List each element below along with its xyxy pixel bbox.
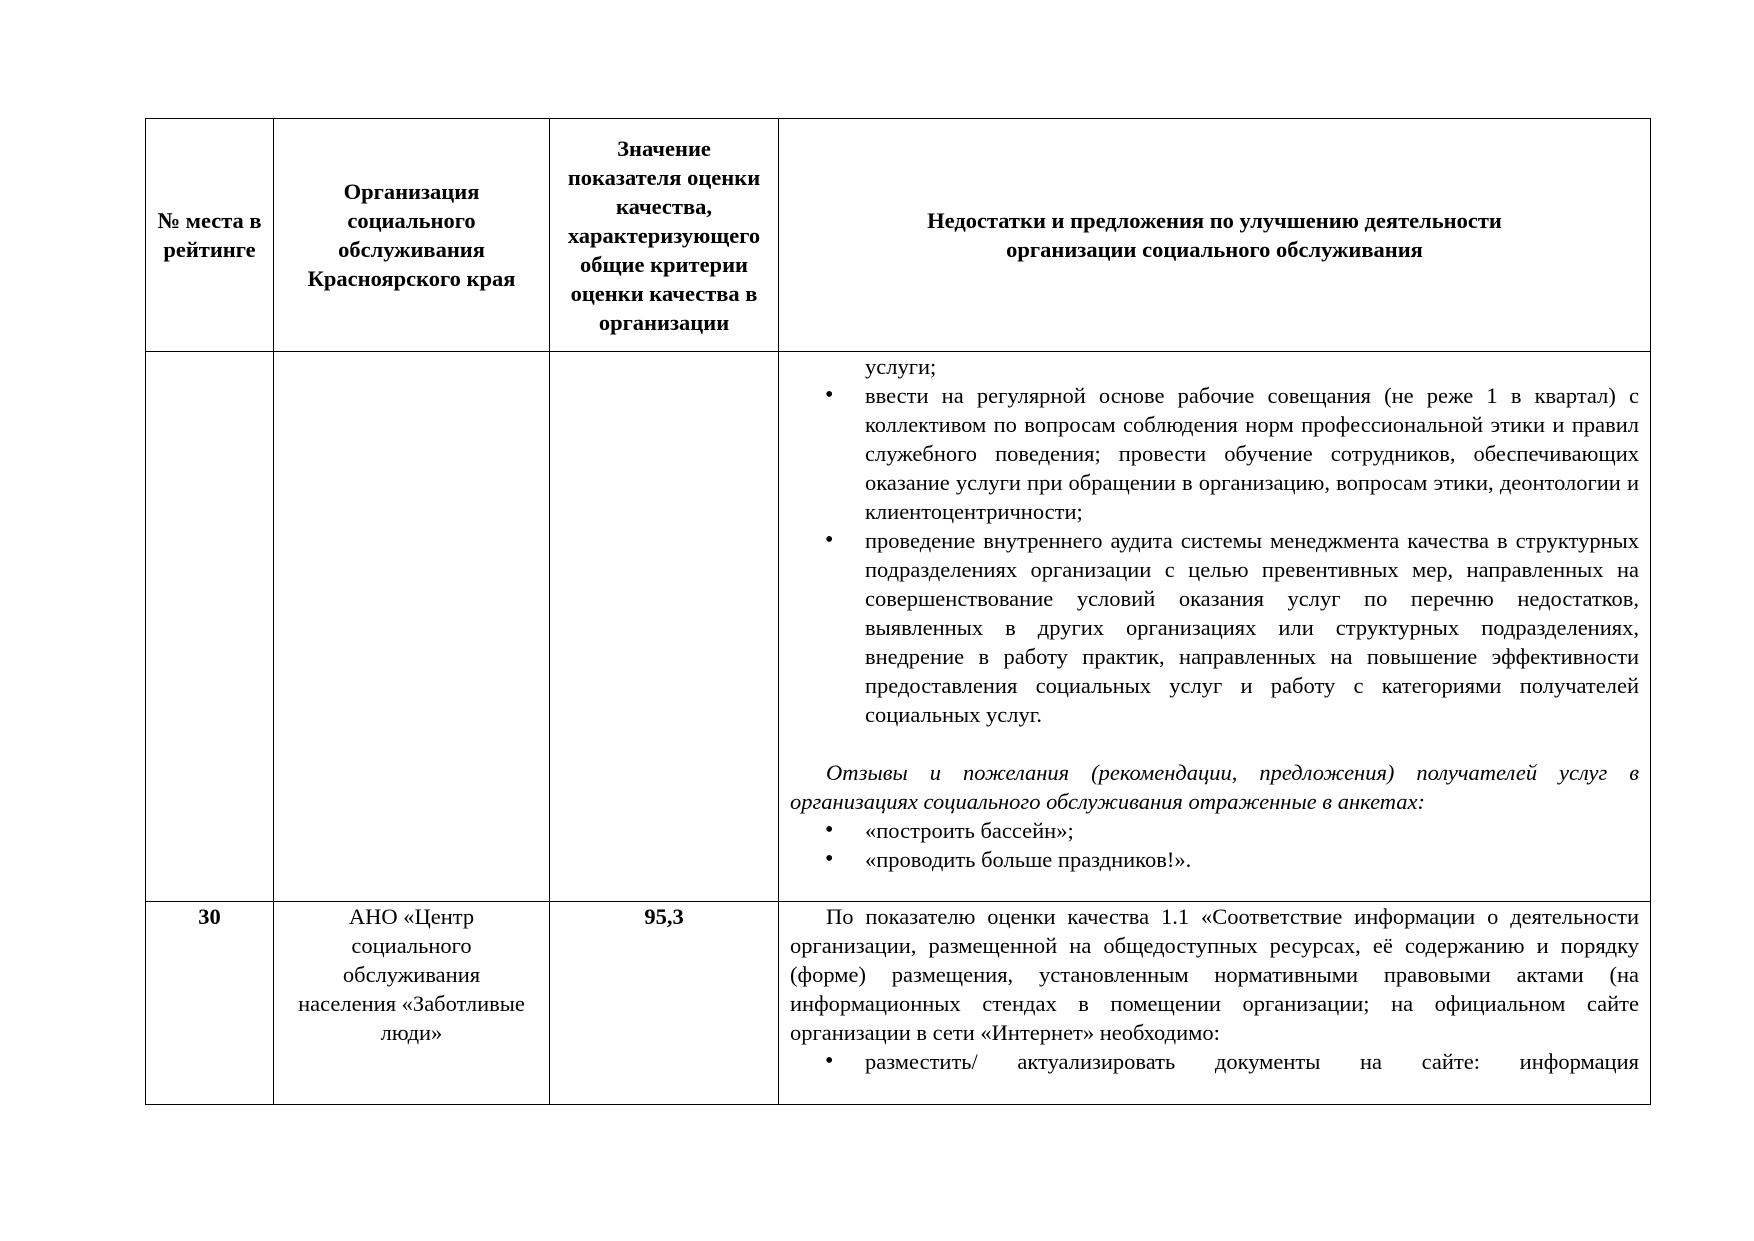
- cell-content: [790, 902, 1639, 1099]
- list-item: услуги;: [865, 354, 937, 379]
- header-organization: Организация социального обслуживания Красноярского края: [274, 119, 550, 352]
- recommendation-intro: По показателю оценки качества 1.1 «Соответствие информации о деятельности организации, размещенной на общедоступных ресурсах, её содержанию и порядку (форме) размещения, установленным нормативными правовыми актами (на информационных стендах в помещении организации; на официальном сайте организации в сети «Интернет» необходимо:: [790, 904, 1639, 1045]
- cell-place: [146, 352, 274, 902]
- cell-score: [550, 352, 779, 902]
- recommendation-list: [790, 352, 1639, 729]
- list-item: • проведение внутреннего аудита системы менеджмента качества в структурных подразделениях организации с целью превентивных мер, направленных на совершенствование условий оказания услуг по перечню недостатков, выявленных в других организациях или структурных подразделениях, внедрение в работу практик, направленных на повышение эффективности предоставления социальных услуг и работу с категориями получателей социальных услуг.: [790, 526, 1639, 729]
- header-place: № места в рейтинге: [146, 119, 274, 352]
- feedback-list: [790, 816, 1639, 874]
- table-row: [146, 352, 1651, 902]
- header-score: Значение показателя оценки качества, характеризующего общие критерии оценки качества в организации: [550, 119, 779, 352]
- rating-table: [145, 118, 1651, 1105]
- spacer: [790, 729, 1639, 758]
- table-row: [146, 902, 1651, 1105]
- cell-place: 30: [146, 902, 274, 1105]
- list-item: • «проводить больше праздников!».: [790, 845, 1639, 874]
- table-header-row: [146, 119, 1651, 352]
- cell-shortcomings: [779, 352, 1651, 902]
- list-item: • «построить бассейн»;: [790, 816, 1639, 845]
- cell-organization: АНО «Центр социального обслуживания населения «Заботливые люди»: [274, 902, 550, 1105]
- cell-shortcomings: [779, 902, 1651, 1105]
- cell-organization: [274, 352, 550, 902]
- cell-score: 95,3: [550, 902, 779, 1105]
- header-shortcomings: Недостатки и предложения по улучшению деятельности организации социального обслуживания: [779, 119, 1651, 352]
- list-item: • ввести на регулярной основе рабочие совещания (не реже 1 в квартал) с коллективом по вопросам соблюдения норм профессиональной этики и правил служебного поведения; провести обучение сотрудников, обеспечивающих оказание услуги при обращении в организацию, вопросам этики, деонтологии и клиентоцентричности;: [790, 381, 1639, 526]
- recommendation-list: [790, 1047, 1639, 1076]
- feedback-intro: Отзывы и пожелания (рекомендации, предложения) получателей услуг в организациях социального обслуживания отраженные в анкетах:: [790, 760, 1639, 814]
- list-item: • разместить/ актуализировать документы на сайте: информация: [790, 1047, 1639, 1076]
